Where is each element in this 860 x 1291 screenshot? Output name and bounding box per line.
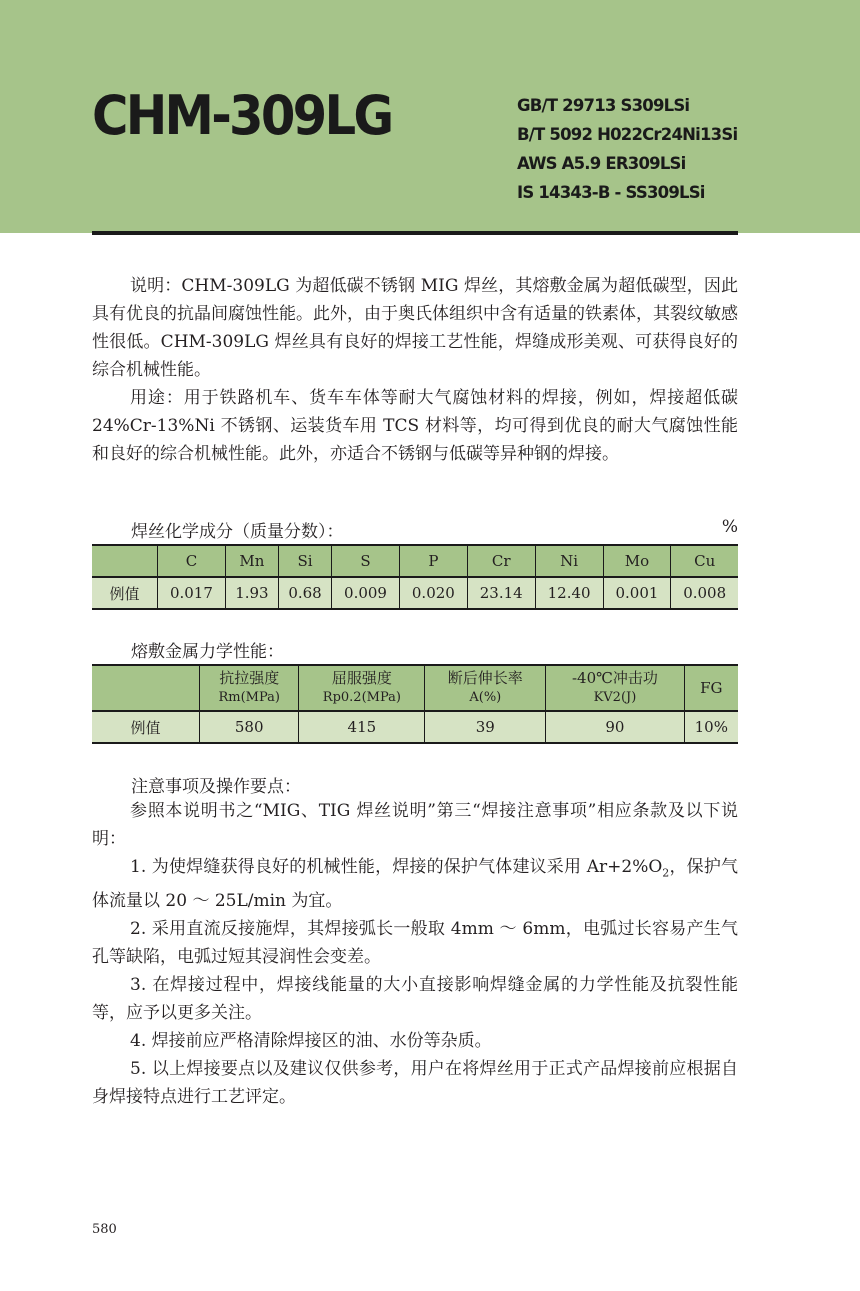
chem-header-cell: Mn bbox=[225, 545, 278, 577]
chem-value-cell: 0.017 bbox=[158, 577, 226, 609]
description-block bbox=[92, 272, 738, 468]
standard-is: IS 14343-B - SS309LSi bbox=[517, 183, 705, 202]
standard-gbt: GB/T 29713 S309LSi bbox=[517, 96, 690, 115]
chem-value-cell: 12.40 bbox=[535, 577, 603, 609]
chem-header-cell: S bbox=[332, 545, 400, 577]
standards-list bbox=[517, 91, 737, 207]
chemical-value-row bbox=[92, 577, 738, 609]
mechanical-header-row bbox=[92, 665, 738, 711]
mech-value-cell: 580 bbox=[200, 711, 299, 743]
chem-header-cell: Ni bbox=[535, 545, 603, 577]
chem-value-cell: 0.020 bbox=[399, 577, 467, 609]
chem-value-cell: 0.001 bbox=[603, 577, 671, 609]
notes-item-5: 5. 以上焊接要点以及建议仅供参考，用户在将焊丝用于正式产品焊接前应根据自身焊接特点进行工艺评定。 bbox=[92, 1059, 738, 1108]
header-band bbox=[0, 0, 860, 233]
chem-value-cell: 0.009 bbox=[332, 577, 400, 609]
standard-aws: AWS A5.9 ER309LSi bbox=[517, 154, 686, 173]
mech-header-cell: FG bbox=[684, 665, 738, 711]
mech-value-cell: 例值 bbox=[92, 711, 200, 743]
description-paragraph bbox=[92, 272, 738, 384]
mechanical-value-row bbox=[92, 711, 738, 743]
usage-text: ：用于铁路机车、货车车体等耐大气腐蚀材料的焊接，例如，焊接超低碳 24%Cr-13%Ni 不锈钢、运装货车用 TCS 材料等，均可得到优良的耐大气腐蚀性能和良好的综合机械性能。此外，亦适合不锈钢与低碳等异种钢的焊接。 bbox=[92, 388, 739, 464]
chemical-unit: % bbox=[721, 517, 738, 537]
mech-value-cell: 415 bbox=[299, 711, 425, 743]
chem-header-cell: Mo bbox=[603, 545, 671, 577]
mech-value-cell: 39 bbox=[425, 711, 546, 743]
mech-value-cell: 90 bbox=[546, 711, 684, 743]
chem-value-cell: 1.93 bbox=[225, 577, 278, 609]
mech-header-cell bbox=[92, 665, 200, 711]
chem-value-cell: 例值 bbox=[92, 577, 158, 609]
standard-bt: B/T 5092 H022Cr24Ni13Si bbox=[517, 125, 738, 144]
mechanical-title: 熔敷金属力学性能： bbox=[131, 642, 284, 662]
usage-label: 用途 bbox=[130, 388, 166, 408]
chem-header-cell: C bbox=[158, 545, 226, 577]
chem-header-cell: Cr bbox=[467, 545, 535, 577]
notes-item-4: 4. 焊接前应严格清除焊接区的油、水份等杂质。 bbox=[130, 1031, 492, 1052]
description-label: 说明 bbox=[130, 276, 165, 296]
mech-header-cell: 断后伸长率 A(%) bbox=[425, 665, 546, 711]
chemical-title: 焊丝化学成分（质量分数）： bbox=[131, 522, 344, 542]
chemical-table bbox=[92, 544, 738, 610]
product-title: CHM-309LG bbox=[92, 84, 392, 147]
notes-item-3: 3. 在焊接过程中，焊接线能量的大小直接影响焊缝金属的力学性能及抗裂性能等，应予以更多关注。 bbox=[92, 975, 738, 1024]
usage-paragraph bbox=[92, 384, 738, 468]
page-number: 580 bbox=[92, 1222, 117, 1237]
notes-item-2: 2. 采用直流反接施焊，其焊接弧长一般取 4mm ～ 6mm，电弧过长容易产生气孔等缺陷，电弧过短其浸润性会变差。 bbox=[92, 919, 738, 968]
chem-value-cell: 23.14 bbox=[467, 577, 535, 609]
notes-title: 注意事项及操作要点： bbox=[131, 777, 301, 797]
mech-header-cell: 屈服强度 Rp0.2(MPa) bbox=[299, 665, 425, 711]
mech-value-cell: 10% bbox=[684, 711, 738, 743]
chem-header-cell: P bbox=[399, 545, 467, 577]
chem-header-cell: Cu bbox=[671, 545, 738, 577]
chemical-header-row bbox=[92, 545, 738, 577]
chem-value-cell: 0.68 bbox=[278, 577, 331, 609]
description-text: ：CHM-309LG 为超低碳不锈钢 MIG 焊丝，其熔敷金属为超低碳型，因此具有优良的抗晶间腐蚀性能。此外，由于奥氏体组织中含有适量的铁素体，其裂纹敏感性很低。CHM-309LG 焊丝具有良好的焊接工艺性能，焊缝成形美观、可获得良好的综合机械性能。 bbox=[92, 276, 739, 380]
notes-intro: 参照本说明书之“MIG、TIG 焊丝说明”第三“焊接注意事项”相应条款及以下说明： bbox=[92, 801, 738, 849]
mechanical-table bbox=[92, 664, 738, 744]
mech-header-cell: 抗拉强度 Rm(MPa) bbox=[200, 665, 299, 711]
chem-value-cell: 0.008 bbox=[671, 577, 738, 609]
mech-header-cell: -40℃冲击功 KV2(J) bbox=[546, 665, 684, 711]
chem-header-cell bbox=[92, 545, 158, 577]
header-rule bbox=[92, 231, 738, 235]
notes-block bbox=[92, 797, 738, 1111]
chem-header-cell: Si bbox=[278, 545, 331, 577]
notes-item-1: 1. 为使焊缝获得良好的机械性能，焊接的保护气体建议采用 $Ar+2\%O_2$，保护气体流量以 20 ～ 25L/min 为宜。 bbox=[92, 857, 738, 912]
